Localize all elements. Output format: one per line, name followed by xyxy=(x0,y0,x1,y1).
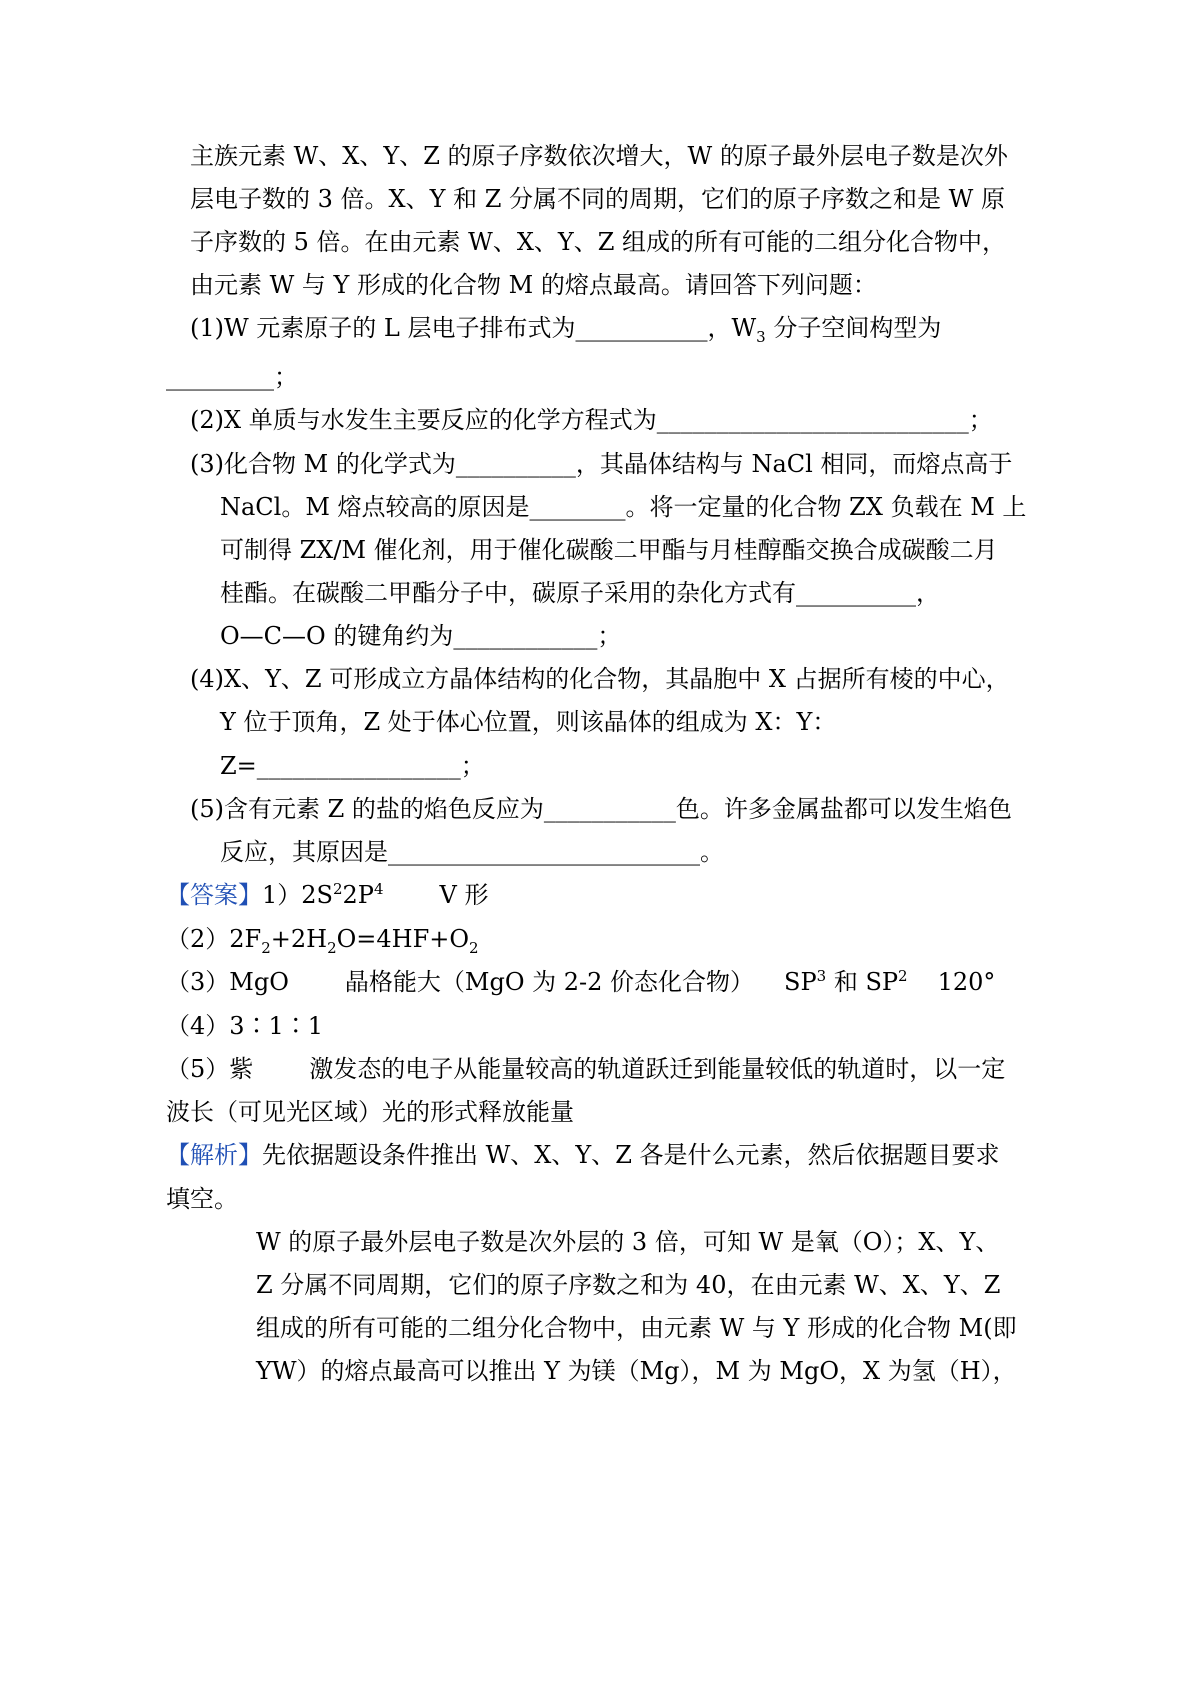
question-2: (2)X 单质与水发生主要反应的化学方程式为__________________________； xyxy=(190,406,993,434)
answer-line-2 xyxy=(166,924,479,957)
answer-line-6: 波长（可见光区域）光的形式释放能量 xyxy=(166,1098,574,1126)
answer-1-sup-1: 2 xyxy=(332,880,343,898)
answer-line-5 xyxy=(166,1054,1005,1084)
question-3-line-5: O—C—O 的键角约为____________； xyxy=(220,622,622,650)
question-5-line-2: 反应，其原因是__________________________。 xyxy=(220,838,724,866)
answer-1-shape: V 形 xyxy=(439,881,489,909)
answer-line-3 xyxy=(166,967,995,997)
question-1-text-a: (1)W 元素原子的 L 层电子排布式为___________，W xyxy=(190,314,757,342)
question-5-line-1: (5)含有元素 Z 的盐的焰色反应为___________色。许多金属盐都可以发生焰色 xyxy=(190,795,1012,823)
analysis-label: 【解析】 xyxy=(166,1141,262,1169)
analysis-body-3: 组成的所有可能的二组分化合物中，由元素 W 与 Y 形成的化合物 M(即 xyxy=(256,1314,1017,1342)
question-3-line-1: (3)化合物 M 的化学式为__________，其晶体结构与 NaCl 相同，而熔点高于 xyxy=(190,450,1013,478)
answer-1-config-b: 2P xyxy=(342,881,374,909)
answer-line-1 xyxy=(166,880,488,910)
answer-3-hybrid-a: SP xyxy=(784,968,817,996)
question-3-line-2: NaCl。M 熔点较高的原因是________。将一定量的化合物 ZX 负载在 M 上 xyxy=(220,493,1027,521)
answer-2-sub-2: 2 xyxy=(327,938,337,957)
analysis-body-4: YW）的熔点最高可以推出 Y 为镁（Mg），M 为 MgO，X 为氢（H）， xyxy=(256,1357,1017,1385)
answer-3-sup-a: 3 xyxy=(816,967,827,985)
answer-2-sub-3: 2 xyxy=(469,938,479,957)
answer-line-4: （4）3∶1∶1 xyxy=(166,1012,324,1040)
answer-label: 【答案】 xyxy=(166,881,262,909)
answer-2-part-c: O=4HF+O xyxy=(336,925,470,953)
question-3-line-4: 桂酯。在碳酸二甲酯分子中，碳原子采用的杂化方式有__________， xyxy=(220,579,940,607)
answer-3-hybrid-b: 和 SP xyxy=(826,968,899,996)
question-1-text-b: 分子空间构型为 xyxy=(765,314,942,342)
intro-line-4: 由元素 W 与 Y 形成的化合物 M 的熔点最高。请回答下列问题： xyxy=(190,271,877,299)
question-1-line-2: _________； xyxy=(166,363,298,391)
question-1-line-1 xyxy=(190,313,942,346)
question-3-line-3: 可制得 ZX/M 催化剂，用于催化碳酸二甲酯与月桂醇酯交换合成碳酸二月 xyxy=(220,536,998,564)
answer-2-part-b: +2H xyxy=(270,925,328,953)
intro-line-3: 子序数的 5 倍。在由元素 W、X、Y、Z 组成的所有可能的二组分化合物中， xyxy=(190,228,1007,256)
analysis-line-2: 填空。 xyxy=(166,1185,238,1213)
answer-2-sub-1: 2 xyxy=(261,938,271,957)
question-1-subscript: 3 xyxy=(756,327,766,346)
answer-3-reason: 晶格能大（MgO 为 2-2 价态化合物） xyxy=(344,968,755,996)
question-4-line-3: Z=_________________； xyxy=(220,752,485,780)
answer-3-sup-b: 2 xyxy=(898,967,908,985)
answer-2-part-a: （2）2F xyxy=(166,925,262,953)
intro-line-1: 主族元素 W、X、Y、Z 的原子序数依次增大，W 的原子最外层电子数是次外 xyxy=(190,142,1008,170)
answer-1-config-a: 1）2S xyxy=(262,881,333,909)
answer-3-formula: （3）MgO xyxy=(166,968,289,996)
answer-5-color: （5）紫 xyxy=(166,1055,254,1083)
analysis-line-1 xyxy=(166,1140,1000,1170)
question-4-line-1: (4)X、Y、Z 可形成立方晶体结构的化合物，其晶胞中 X 占据所有棱的中心， xyxy=(190,665,1010,693)
analysis-body-2: Z 分属不同周期，它们的原子序数之和为 40，在由元素 W、X、Y、Z xyxy=(256,1271,1001,1299)
answer-5-reason: 激发态的电子从能量较高的轨道跃迁到能量较低的轨道时，以一定 xyxy=(309,1055,1006,1083)
question-4-line-2: Y 位于顶角，Z 处于体心位置，则该晶体的组成为 X：Y： xyxy=(220,708,837,736)
intro-line-2: 层电子数的 3 倍。X、Y 和 Z 分属不同的周期，它们的原子序数之和是 W 原 xyxy=(190,185,1005,213)
answer-3-angle: 120° xyxy=(937,968,996,996)
answer-1-sup-2: 4 xyxy=(373,880,384,898)
analysis-text-1: 先依据题设条件推出 W、X、Y、Z 各是什么元素，然后依据题目要求 xyxy=(262,1141,1000,1169)
analysis-body-1: W 的原子最外层电子数是次外层的 3 倍，可知 W 是氧（O）；X、Y、 xyxy=(256,1228,1000,1256)
